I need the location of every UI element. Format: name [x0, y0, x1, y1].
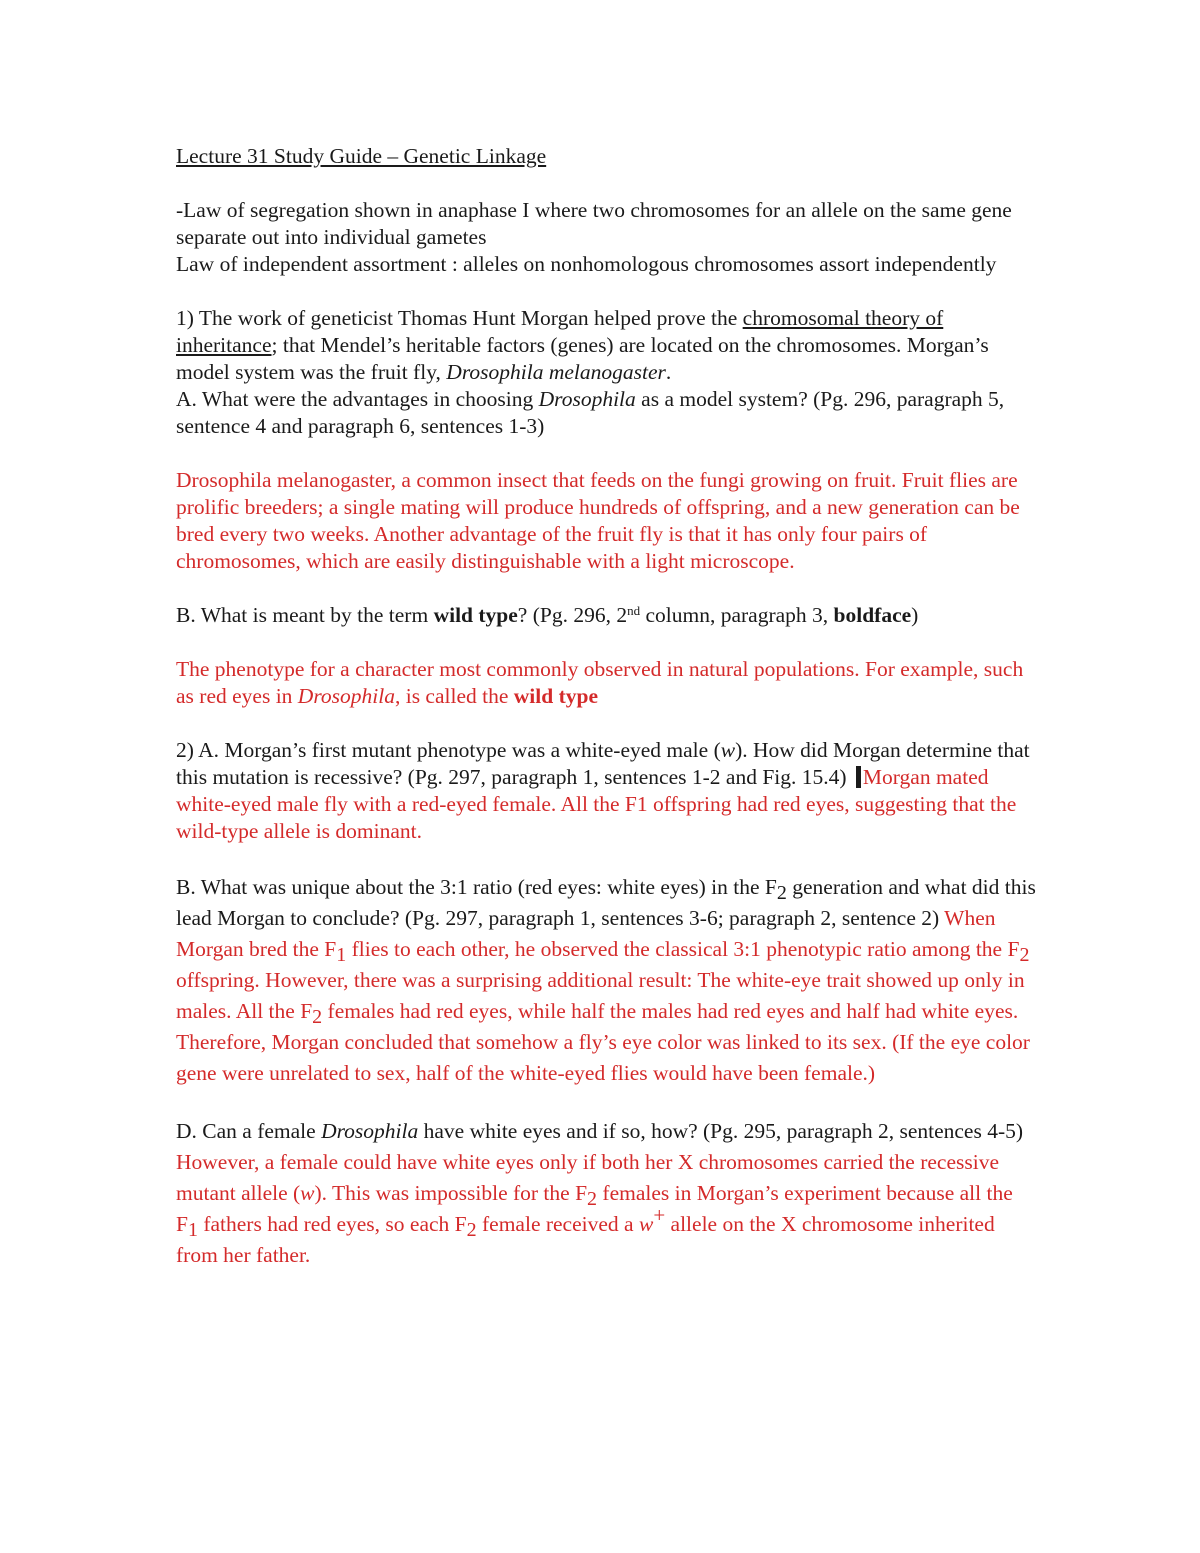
document-page: [176, 143, 1036, 1271]
answer-2b: When Morgan bred the $F_1$ flies to each other, he observed the classical 3:1 phenotypic ratio among the $F_2$ offspring. However, there was a surprising additional result: The white-eye trait showed up only in males. All the $F_2$ females had red eyes, while half the males had red eyes and half had white eyes. Therefore, Morgan concluded that somehow a fly’s eye color was linked to its sex. (If the eye color gene were unrelated to sex, half of the white-eyed flies would have been female.): [176, 906, 1030, 1085]
answer-1b: The phenotype for a character most commonly observed in natural populations. For example, such as red eyes in Drosophila, is called the wild type: [176, 657, 1024, 708]
question-1: 1) The work of geneticist Thomas Hunt Morgan helped prove the chromosomal theory of inheritance; that Mendel’s heritable factors (genes) are located on the chromosomes. Morgan’s model system was the fruit fly, Drosophila melanogaster.: [176, 306, 989, 384]
answer-2a: Morgan mated white-eyed male fly with a red-eyed female. All the F1 offspring had red eyes, suggesting that the wild-type allele is dominant.: [176, 765, 1017, 843]
answer-1a: Drosophila melanogaster, a common insect that feeds on the fungi growing on fruit. Fruit flies are prolific breeders; a single mating will produce hundreds of offspring, and a new generation can be bred every two weeks. Another advantage of the fruit fly is that it has only four pairs of chromosomes, which are easily distinguishable with a light microscope.: [176, 468, 1020, 573]
text-cursor: [856, 766, 861, 788]
question-2a: 2) A. Morgan’s first mutant phenotype was a white-eyed male (w). How did Morgan determine that this mutation is recessive? (Pg. 297, paragraph 1, sentences 1-2 and Fig. 15.4) Morgan mated white-eyed male fly with a red-eyed female. All the F1 offspring had red eyes, suggesting that the wild-type allele is dominant.: [176, 738, 1030, 843]
law-of-independent-assortment: Law of independent assortment : alleles on nonhomologous chromosomes assort independently: [176, 252, 997, 276]
question-2b: B. What was unique about the 3:1 ratio (red eyes: white eyes) in the $F_2$ generation and what did this lead Morgan to conclude? (Pg. 297, paragraph 1, sentences 3-6; paragraph 2, sentence 2) When Morgan bred the $F_1$ flies to each other, he observed the classical 3:1 phenotypic ratio among the $F_2$ offspring. However, there was a surprising additional result: The white-eye trait showed up only in males. All the $F_2$ females had red eyes, while half the males had red eyes and half had white eyes. Therefore, Morgan concluded that somehow a fly’s eye color was linked to its sex. (If the eye color gene were unrelated to sex, half of the white-eyed flies would have been female.): [176, 875, 1036, 1085]
question-1a: A. What were the advantages in choosing Drosophila as a model system? (Pg. 296, paragraph 5, sentence 4 and paragraph 6, sentences 1-3): [176, 387, 1005, 438]
question-2d: D. Can a female Drosophila have white eyes and if so, how? (Pg. 295, paragraph 2, sentences 4-5) However, a female could have white eyes only if both her X chromosomes carried the recessive mutant allele (w). This was impossible for the $F_2$ females in Morgan’s experiment because all the $F_1$ fathers had red eyes, so each $F_2$ female received a w+ allele on the X chromosome inherited from her father.: [176, 1119, 1024, 1267]
law-of-segregation: -Law of segregation shown in anaphase I where two chromosomes for an allele on the same gene separate out into individual gametes: [176, 198, 1012, 249]
chromosomal-theory-term: chromosomal theory of inheritance: [176, 306, 944, 357]
question-1b: B. What is meant by the term wild type? (Pg. 296, 2nd column, paragraph 3, boldface): [176, 603, 919, 627]
answer-2d: However, a female could have white eyes only if both her X chromosomes carried the recessive mutant allele (w). This was impossible for the $F_2$ females in Morgan’s experiment because all the $F_1$ fathers had red eyes, so each $F_2$ female received a w+ allele on the X chromosome inherited from her father.: [176, 1150, 1013, 1267]
page-title: Lecture 31 Study Guide – Genetic Linkage: [176, 144, 547, 168]
